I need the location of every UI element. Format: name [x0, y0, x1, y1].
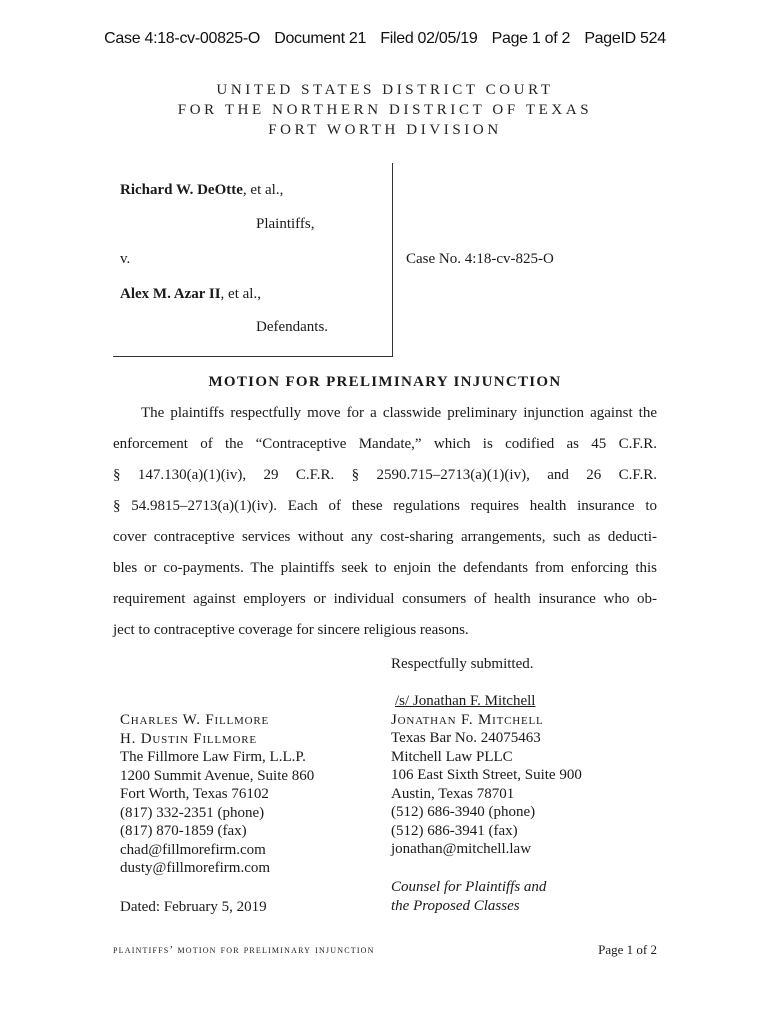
plaintiff-party	[120, 182, 283, 199]
counsel-line-1: Counsel for Plaintiffs and	[391, 879, 547, 895]
co-counsel-firm: The Fillmore Law Firm, L.L.P.	[120, 749, 306, 765]
defendant-name: Alex M. Azar II	[120, 286, 221, 302]
electronic-signature: /s/ Jonathan F. Mitchell	[395, 693, 536, 709]
co-counsel-phone: (817) 332-2351 (phone)	[120, 804, 265, 821]
court-division: FORT WORTH DIVISION	[268, 122, 502, 138]
defendant-suffix: , et al.,	[220, 286, 261, 302]
body-line: § 147.130(a)(1)(iv), 29 C.F.R. § 2590.715–2713(a)(1)(iv), and 26 C.F.R.	[113, 467, 657, 483]
versus: v.	[120, 251, 131, 267]
attorney-bar-number: Texas Bar No. 24075463	[391, 730, 541, 746]
case-number: Case No. 4:18-cv-825-O	[406, 251, 554, 267]
body-line: cover contraceptive services without any cost-sharing arrangements, such as deducti-	[113, 529, 657, 545]
attorney-address: 106 East Sixth Street, Suite 900	[391, 767, 582, 783]
co-counsel-fax: (817) 870-1859 (fax)	[120, 823, 247, 839]
respectfully-submitted: Respectfully submitted.	[391, 656, 534, 672]
header-page: Page 1 of 2	[491, 30, 571, 47]
ecf-header	[0, 30, 770, 48]
header-case-number: Case 4:18-cv-00825-O	[104, 30, 261, 47]
signature-block-right	[391, 692, 582, 859]
attorney-fax: (512) 686-3941 (fax)	[391, 822, 518, 839]
plaintiff-role: Plaintiffs,	[256, 216, 315, 232]
header-document-number: Document 21	[274, 30, 367, 47]
defendant-party	[120, 286, 261, 303]
footer-page-number: Page 1 of 2	[598, 942, 657, 957]
motion-title: MOTION FOR PRELIMINARY INJUNCTION	[208, 374, 562, 390]
attorney-city: Austin, Texas 78701	[391, 785, 515, 802]
attorney-email: jonathan@mitchell.law	[391, 841, 532, 857]
body-line: bles or co-payments. The plaintiffs seek to enjoin the defendants from enforcing this	[113, 560, 657, 576]
co-counsel-email-1: chad@fillmorefirm.com	[120, 841, 266, 858]
body-line: requirement against employers or individual consumers of health insurance who ob-	[113, 591, 657, 607]
attorney-phone: (512) 686-3940 (phone)	[391, 804, 536, 820]
counsel-line-2: the Proposed Classes	[391, 897, 520, 914]
attorney-name: Jonathan F. Mitchell	[391, 711, 544, 728]
co-counsel-name-2: H. Dustin Fillmore	[120, 730, 257, 747]
court-name-line-2: FOR THE NORTHERN DISTRICT OF TEXAS	[177, 102, 593, 118]
court-name-line-1: UNITED STATES DISTRICT COURT	[216, 82, 554, 98]
body-line: ject to contraceptive coverage for sincere religious reasons.	[113, 622, 469, 638]
attorney-firm: Mitchell Law PLLC	[391, 748, 513, 765]
co-counsel-name-1: Charles W. Fillmore	[120, 712, 269, 728]
co-counsel-city: Fort Worth, Texas 76102	[120, 786, 269, 802]
plaintiff-name: Richard W. DeOtte	[120, 182, 243, 198]
body-line: § 54.9815–2713(a)(1)(iv). Each of these regulations requires health insurance to	[113, 498, 657, 514]
defendant-role: Defendants.	[256, 319, 329, 335]
body-line: enforcement of the “Contraceptive Mandate,” which is codified as 45 C.F.R.	[113, 436, 657, 452]
body-line: The plaintiffs respectfully move for a classwide preliminary injunction against the	[141, 405, 657, 421]
header-page-id: PageID 524	[584, 30, 666, 47]
header-filed-date: Filed 02/05/19	[380, 30, 478, 47]
dated-line: Dated: February 5, 2019	[120, 899, 267, 915]
footer-title: plaintiffs’ motion for preliminary injunction	[113, 944, 375, 956]
counsel-designation	[391, 878, 546, 915]
co-counsel-email-2: dusty@fillmorefirm.com	[120, 860, 271, 876]
plaintiff-suffix: , et al.,	[242, 182, 284, 198]
signature-block-left	[120, 711, 314, 878]
co-counsel-address: 1200 Summit Avenue, Suite 860	[120, 767, 315, 784]
